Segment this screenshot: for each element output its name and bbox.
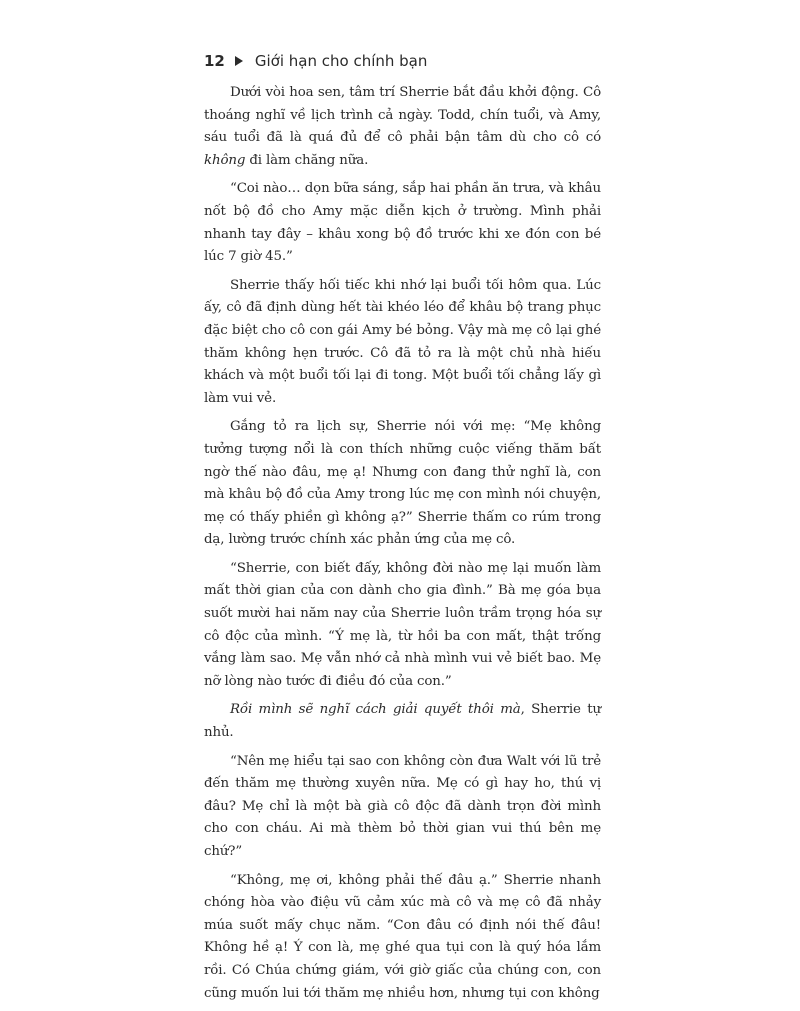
page-number: 12: [204, 52, 225, 70]
body-text: [204, 82, 601, 1011]
paragraph: Sherrie thấy hối tiếc khi nhớ lại buổi tối hôm qua. Lúc ấy, cô đã định dùng hết tài khéo léo để khâu bộ trang phục đặc biệt cho cô con gái Amy bé bỏng. Vậy mà mẹ cô lại ghé thăm không hẹn trước. Cô đã tỏ ra là một chủ nhà hiếu khách và một buổi tối lại đi tong. Một buổi tối chẳng lấy gì làm vui vẻ.: [204, 277, 601, 406]
triangle-marker-icon: [235, 56, 243, 66]
paragraph: Rồi mình sẽ nghĩ cách giải quyết thôi mà, Sherrie tự nhủ.: [204, 702, 601, 741]
paragraph: Gắng tỏ ra lịch sự, Sherrie nói với mẹ: “Mẹ không tưởng tượng nổi là con thích những cuộc viếng thăm bất ngờ thế nào đâu, mẹ ạ! Nhưng con đang thử nghĩ là, con mà khâu bộ đồ của Amy trong lúc mẹ con mình nói chuyện, mẹ có thấy phiền gì không ạ?” Sherrie thấm co rúm trong dạ, lường trước chính xác phản ứng của mẹ cô.: [204, 419, 601, 548]
paragraph: Dưới vòi hoa sen, tâm trí Sherrie bắt đầu khởi động. Cô thoáng nghĩ về lịch trình cả ngày. Todd, chín tuổi, và Amy, sáu tuổi đã là quá đủ để cô phải bận tâm dù cho cô có không đi làm chăng nữa.: [204, 85, 601, 168]
paragraph: “Sherrie, con biết đấy, không đời nào mẹ lại muốn làm mất thời gian của con dành cho gia đình.” Bà mẹ góa bụa suốt mười hai năm nay của Sherrie luôn trầm trọng hóa sự cô độc của mình. “Ý mẹ là, từ hồi ba con mất, thật trống vắng làm sao. Mẹ vẫn nhớ cả nhà mình vui vẻ biết bao. Mẹ nỡ lòng nào tước đi điều đó của con.”: [204, 560, 601, 689]
paragraph: “Coi nào… dọn bữa sáng, sắp hai phần ăn trưa, và khâu nốt bộ đồ cho Amy mặc diễn kịch ở trường. Mình phải nhanh tay đây – khâu xong bộ đồ trước khi xe đón con bé lúc 7 giờ 45.”: [204, 181, 601, 265]
chapter-title: Giới hạn cho chính bạn: [254, 52, 428, 70]
paragraph: “Nên mẹ hiểu tại sao con không còn đưa Walt với lũ trẻ đến thăm mẹ thường xuyên nữa. Mẹ có gì hay ho, thú vị đâu? Mẹ chỉ là một bà già cô độc đã dành trọn đời mình cho con cháu. Ai mà thèm bỏ thời gian vui thú bên mẹ chứ?”: [204, 753, 601, 859]
paragraph: “Không, mẹ ơi, không phải thế đâu ạ.” Sherrie nhanh chóng hòa vào điệu vũ cảm xúc mà cô và mẹ cô đã nhảy múa suốt mấy chục năm. “Con đâu có định nói thế đâu! Không hề ạ! Ý con là, mẹ ghé qua tụi con là quý hóa lắm rồi. Có Chúa chứng giám, với giờ giấc của chúng con, con cũng muốn lui tới thăm mẹ nhiều hơn, nhưng tụi con không: [204, 872, 601, 1001]
running-header: [204, 52, 427, 70]
